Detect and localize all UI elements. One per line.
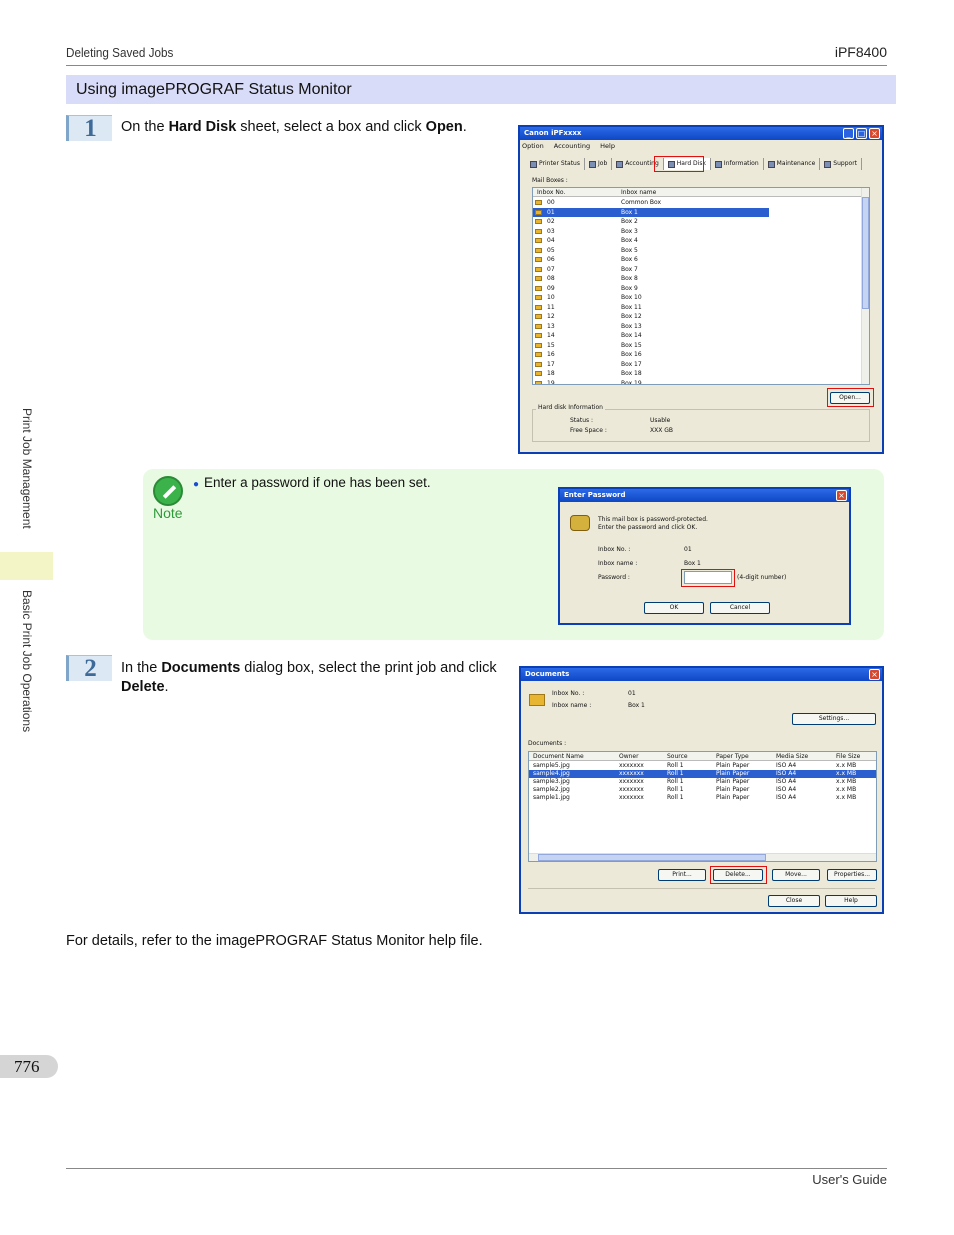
hard-disk-tab-highlight [654,156,704,172]
list-item[interactable] [533,293,853,303]
table-cell: xxxxxxx [619,778,644,785]
job-icon [589,161,596,168]
tab-support[interactable]: Support [820,158,862,170]
inbox-number: 09 [547,284,555,292]
side-tab-print-job-management[interactable]: Print Job Management [20,408,34,529]
list-item[interactable] [533,312,853,322]
documents-dialog [519,666,884,914]
documents-list[interactable] [528,751,877,862]
close-button[interactable]: Close [768,895,820,907]
note-label: Note [153,505,183,521]
table-cell: xxxxxxx [619,770,644,777]
inbox-name: Box 17 [621,360,642,368]
step-number-2: 2 [66,655,112,681]
running-header-left: Deleting Saved Jobs [66,45,174,60]
scroll-thumb[interactable] [862,197,869,309]
print-button[interactable]: Print... [658,869,706,881]
list-item[interactable] [533,208,769,218]
inbox-number: 08 [547,275,555,282]
table-row[interactable] [529,786,877,794]
menu-accounting[interactable]: Accounting [553,142,591,150]
inbox-number: 01 [547,208,555,216]
table-cell: sample1.jpg [533,794,570,801]
inbox-name: Box 6 [621,256,638,263]
tab-accounting[interactable]: Accounting [612,158,664,170]
list-header [533,188,869,197]
inbox-number: 11 [547,303,555,311]
documents-label: Documents : [528,740,567,747]
list-item[interactable] [533,331,853,341]
col-inbox-no[interactable]: Inbox No. [537,189,566,196]
window-title: Canon iPFxxxx [524,129,582,137]
list-item[interactable] [533,369,853,379]
inbox-name: Common Box [621,199,662,206]
running-footer-right: User's Guide [812,1172,887,1187]
password-hint: (4-digit number) [737,574,787,581]
open-button-highlight [827,388,874,407]
cancel-button[interactable]: Cancel [710,602,770,614]
table-row[interactable] [529,794,877,802]
col-paper-type[interactable]: Paper Type [716,753,749,760]
list-scrollbar[interactable] [861,188,869,384]
list-item[interactable] [533,322,853,332]
doc-inbox-no-label: Inbox No. : [552,690,585,697]
table-cell: Plain Paper [716,762,750,769]
delete-button[interactable]: Delete... [713,869,763,881]
mailbox-folder-icon [535,381,542,386]
mailbox-folder-icon [535,276,542,281]
inbox-number: 05 [547,246,555,254]
mailbox-folder-icon [535,324,542,329]
move-button[interactable]: Move... [772,869,820,881]
table-cell: Roll 1 [667,786,684,793]
table-cell: Roll 1 [667,778,684,785]
mailbox-folder-icon [535,295,542,300]
help-button[interactable]: Help [825,895,877,907]
inbox-name: Box 13 [621,322,642,330]
pw-inbox-name-label: Inbox name : [598,560,638,567]
list-item[interactable] [533,341,853,351]
inbox-number: 15 [547,341,555,349]
table-cell: x.x MB [836,786,857,793]
running-header-right: iPF8400 [834,44,887,60]
list-item[interactable] [533,246,853,256]
inbox-name: Box 19 [621,379,642,385]
col-inbox-name[interactable]: Inbox name [621,189,657,196]
table-cell: Roll 1 [667,770,684,777]
window-titlebar [520,127,882,140]
enter-password-dialog [558,487,851,625]
table-cell: Roll 1 [667,762,684,769]
inbox-number: 10 [547,294,555,301]
step-1-text: On the Hard Disk sheet, select a box and click Open. [121,119,467,135]
doc-inbox-name-label: Inbox name : [552,702,592,709]
status-label: Status : [570,417,594,424]
password-message-2: Enter the password and click OK. [598,524,698,531]
inbox-name: Box 16 [621,351,642,358]
inbox-name: Box 11 [621,303,642,311]
inbox-number: 04 [547,237,555,244]
details-reference-text: For details, refer to the imagePROGRAF Status Monitor help file. [66,933,483,949]
inbox-number: 17 [547,360,555,368]
inbox-name: Box 18 [621,370,642,377]
maintenance-icon [768,161,775,168]
pw-inbox-name-value: Box 1 [684,560,701,567]
dialog-divider [528,888,875,889]
list-item[interactable] [533,236,853,246]
footer-rule [66,1168,887,1169]
delete-button-highlight [710,866,767,884]
table-cell: xxxxxxx [619,762,644,769]
table-cell: ISO A4 [776,770,797,777]
list-item[interactable] [533,303,853,313]
close-icon[interactable]: × [869,128,880,139]
inbox-name: Box 7 [621,265,638,273]
inbox-name: Box 10 [621,294,642,301]
doc-inbox-name-value: Box 1 [628,702,645,709]
printer-icon [530,161,537,168]
table-cell: Plain Paper [716,770,750,777]
mailbox-folder-icon [535,371,542,376]
accounting-icon [616,161,623,168]
inbox-name: Box 12 [621,313,642,320]
pw-password-label: Password : [598,574,630,581]
h-scroll-thumb[interactable] [538,854,766,861]
status-monitor-window [518,125,884,454]
step-number-1: 1 [66,115,112,141]
list-item[interactable] [533,274,853,284]
documents-titlebar [521,668,882,681]
inbox-number: 16 [547,351,555,358]
list-item[interactable] [533,217,853,227]
mailbox-folder-icon [535,352,542,357]
inbox-number: 18 [547,370,555,377]
table-cell: sample5.jpg [533,762,570,769]
password-input-highlight [681,569,735,587]
tab-printer-status[interactable]: Printer Status [526,158,585,170]
table-cell: xxxxxxx [619,786,644,793]
information-icon [715,161,722,168]
page-number: 776 [0,1055,58,1078]
tab-job[interactable]: Job [585,158,612,170]
table-cell: xxxxxxx [619,794,644,801]
mailbox-folder-icon [535,362,542,367]
inbox-number: 00 [547,199,555,206]
settings-button[interactable]: Settings... [792,713,876,725]
step-2-text: In the Documents dialog box, select the print job and click Delete. [121,660,497,695]
inbox-name: Box 1 [621,208,638,216]
col-owner[interactable]: Owner [619,753,639,760]
inbox-number: 07 [547,265,555,273]
mailbox-folder-icon [535,248,542,253]
mailbox-folder-icon [535,219,542,224]
documents-close-icon[interactable]: × [869,669,880,680]
mailbox-folder-icon [535,343,542,348]
documents-list-header [529,752,876,761]
table-cell: x.x MB [836,794,857,801]
side-tab-basic-print-job-operations[interactable]: Basic Print Job Operations [20,590,34,733]
mailbox-folder-icon [535,267,542,272]
inbox-name: Box 15 [621,341,642,349]
table-cell: ISO A4 [776,794,797,801]
maximize-icon[interactable]: □ [857,129,866,138]
side-tab-highlight [0,552,53,580]
table-cell: ISO A4 [776,778,797,785]
inbox-name: Box 14 [621,332,642,339]
list-item[interactable] [533,379,853,386]
table-cell: Plain Paper [716,778,750,785]
inbox-name: Box 2 [621,218,638,225]
inbox-number: 12 [547,313,555,320]
mailbox-folder-icon [535,305,542,310]
inbox-number: 06 [547,256,555,263]
password-message-1: This mail box is password-protected. [598,516,708,523]
menu-bar [522,142,623,150]
inbox-name: Box 5 [621,246,638,254]
table-cell: ISO A4 [776,762,797,769]
mailbox-folder-icon [535,286,542,291]
table-cell: Plain Paper [716,794,750,801]
bullet-icon: ● [193,479,200,490]
table-cell: x.x MB [836,762,857,769]
menu-option[interactable]: Option [522,142,544,150]
list-item[interactable] [533,350,853,360]
mailbox-folder-icon [535,210,542,215]
pw-inbox-no-value: 01 [684,546,692,553]
tab-hard-disk[interactable]: Hard Disk [664,158,711,170]
menu-help[interactable]: Help [600,142,615,150]
inbox-name: Box 4 [621,237,638,244]
col-media-size[interactable]: Media Size [776,753,809,760]
list-item[interactable] [533,227,853,237]
inbox-name: Box 3 [621,227,638,235]
mail-boxes-label: Mail Boxes : [532,177,568,184]
mailbox-folder-icon [535,200,542,205]
mailbox-folder-icon [535,314,542,319]
list-item[interactable] [533,360,853,370]
tab-information[interactable]: Information [711,158,764,170]
mailbox-folder-icon [535,229,542,234]
pw-inbox-no-label: Inbox No. : [598,546,631,553]
table-cell: sample2.jpg [533,786,570,793]
note-text: ● Enter a password if one has been set. [193,475,431,490]
inbox-name: Box 9 [621,284,638,292]
header-rule [66,65,887,66]
support-icon [824,161,831,168]
doc-inbox-no-value: 01 [628,690,636,697]
note-pencil-icon [153,476,183,506]
key-icon [570,515,590,531]
mailbox-folder-icon [529,694,545,706]
list-item[interactable] [533,284,853,294]
inbox-number: 03 [547,227,555,235]
hard-disk-info-label: Hard disk Information [538,404,603,411]
status-value: Usable [650,417,671,424]
table-cell: Roll 1 [667,794,684,801]
col-file-size[interactable]: File Size [836,753,861,760]
hard-disk-info-group [532,409,870,442]
table-row[interactable] [529,770,877,778]
inbox-number: 19 [547,379,555,385]
inbox-number: 14 [547,332,555,339]
tab-maintenance[interactable]: Maintenance [764,158,821,170]
password-dialog-title: Enter Password [564,491,626,499]
inbox-number: 13 [547,322,555,330]
mailbox-folder-icon [535,333,542,338]
mailbox-folder-icon [535,238,542,243]
minimize-icon[interactable]: _ [843,128,854,139]
table-cell: sample4.jpg [533,770,570,777]
password-close-icon[interactable]: × [836,490,847,501]
table-row[interactable] [529,778,877,786]
password-titlebar [560,489,849,502]
list-item[interactable] [533,198,853,208]
mail-box-list[interactable] [532,187,870,385]
horizontal-scrollbar[interactable] [529,853,876,861]
section-title-bar [66,75,896,104]
mailbox-folder-icon [535,257,542,262]
table-cell: x.x MB [836,778,857,785]
section-title: Using imagePROGRAF Status Monitor [76,81,352,98]
inbox-name: Box 8 [621,275,638,282]
table-cell: sample3.jpg [533,778,570,785]
col-document-name[interactable]: Document Name [533,753,584,760]
free-space-value: XXX GB [650,427,674,434]
list-item[interactable] [533,265,853,275]
documents-dialog-title: Documents [525,670,570,678]
ok-button[interactable]: OK [644,602,704,614]
table-row[interactable] [529,762,877,770]
open-button[interactable]: Open... [830,392,870,404]
col-source[interactable]: Source [667,753,688,760]
properties-button[interactable]: Properties... [827,869,877,881]
free-space-label: Free Space : [570,427,607,434]
table-cell: x.x MB [836,770,857,777]
list-item[interactable] [533,255,853,265]
table-cell: Plain Paper [716,786,750,793]
inbox-number: 02 [547,218,555,225]
table-cell: ISO A4 [776,786,797,793]
